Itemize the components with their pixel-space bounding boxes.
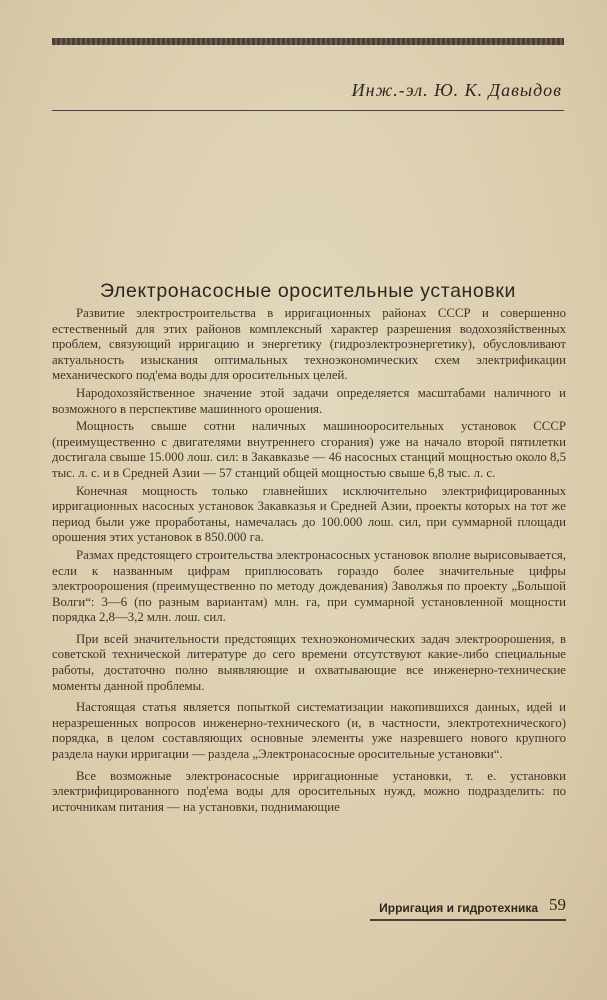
article-body bbox=[52, 306, 566, 817]
page-number: 59 bbox=[549, 895, 566, 914]
paragraph: Конечная мощность только главнейших исключительно электрифицированных ирригационных насосных установок Закавказья и Средней Азии, проекты которых на тот же период были уже проработаны, намечалась до 100.000 лош. сил, при суммарной площади орошения этих установок в 850.000 га. bbox=[52, 483, 566, 545]
footer-rule bbox=[370, 919, 566, 921]
author-name: Инж.-эл. Ю. К. Давыдов bbox=[351, 80, 562, 100]
author-row bbox=[52, 80, 564, 111]
paragraph: Развитие электростроительства в ирригационных районах СССР и совершенно естественный для этих районов комплексный характер разрешения водохозяйственных проблем, связующий ирригацию и энергетику (гидроэлектроэнергетику), обусловливают актуальность изыскания оптимальных техноэкономических схем электрификации механического под'ема воды для оросительных целей. bbox=[52, 306, 566, 383]
article-title: Электронасосные оросительные установки bbox=[100, 280, 516, 302]
paragraph: При всей значительности предстоящих техноэкономических задач электроорошения, в советской технической литературе до сего времени отсутствуют какие-либо специальные работы, достаточно полно выявляющие и охватывающие все инженерно-технические моменты данной проблемы. bbox=[52, 631, 566, 693]
paragraph: Все возможные электронасосные ирригационные установки, т. е. установки электрифицированного под'ема воды для оросительных нужд, можно подразделить: по источникам питания — на установки, поднимающие bbox=[52, 768, 566, 814]
journal-name: Ирригация и гидротехника bbox=[379, 901, 538, 915]
page-footer bbox=[52, 895, 566, 921]
top-decorative-rule bbox=[52, 38, 564, 45]
paragraph: Размах предстоящего строительства электронасосных установок вполне вырисовывается, если к названным цифрам приплюсовать гораздо более значительные цифры электроорошения (преимущественно по методу дождевания) Заволжья по проекту „Большой Волги“: 3—6 (по разным вариантам) млн. га, при суммарной установленной мощности порядка 2,8—3,2 млн. лош. сил. bbox=[52, 547, 566, 625]
paragraph: Мощность свыше сотни наличных машинооросительных установок СССР (преимущественно с двигателями внутреннего сгорания) уже на начало второй пятилетки достигала свыше 15.000 лош. сил: в Закавказье — 46 насосных станций мощностью около 8,5 тыс. л. с. и в Средней Азии — 57 станций общей мощностью свыше 6,8 тыс. л. с. bbox=[52, 419, 566, 480]
paragraph: Настоящая статья является попыткой систематизации накопившихся данных, идей и неразрешенных вопросов инженерно-технического (и, в частности, электротехнического) порядка, в целом составляющих основные элементы уже назревшего нового крупного раздела науки ирригации — раздела „Электронасосные оросительные установки“. bbox=[52, 700, 566, 762]
paragraph: Народохозяйственное значение этой задачи определяется масштабами наличного и возможного в перспективе машинного орошения. bbox=[52, 385, 566, 416]
